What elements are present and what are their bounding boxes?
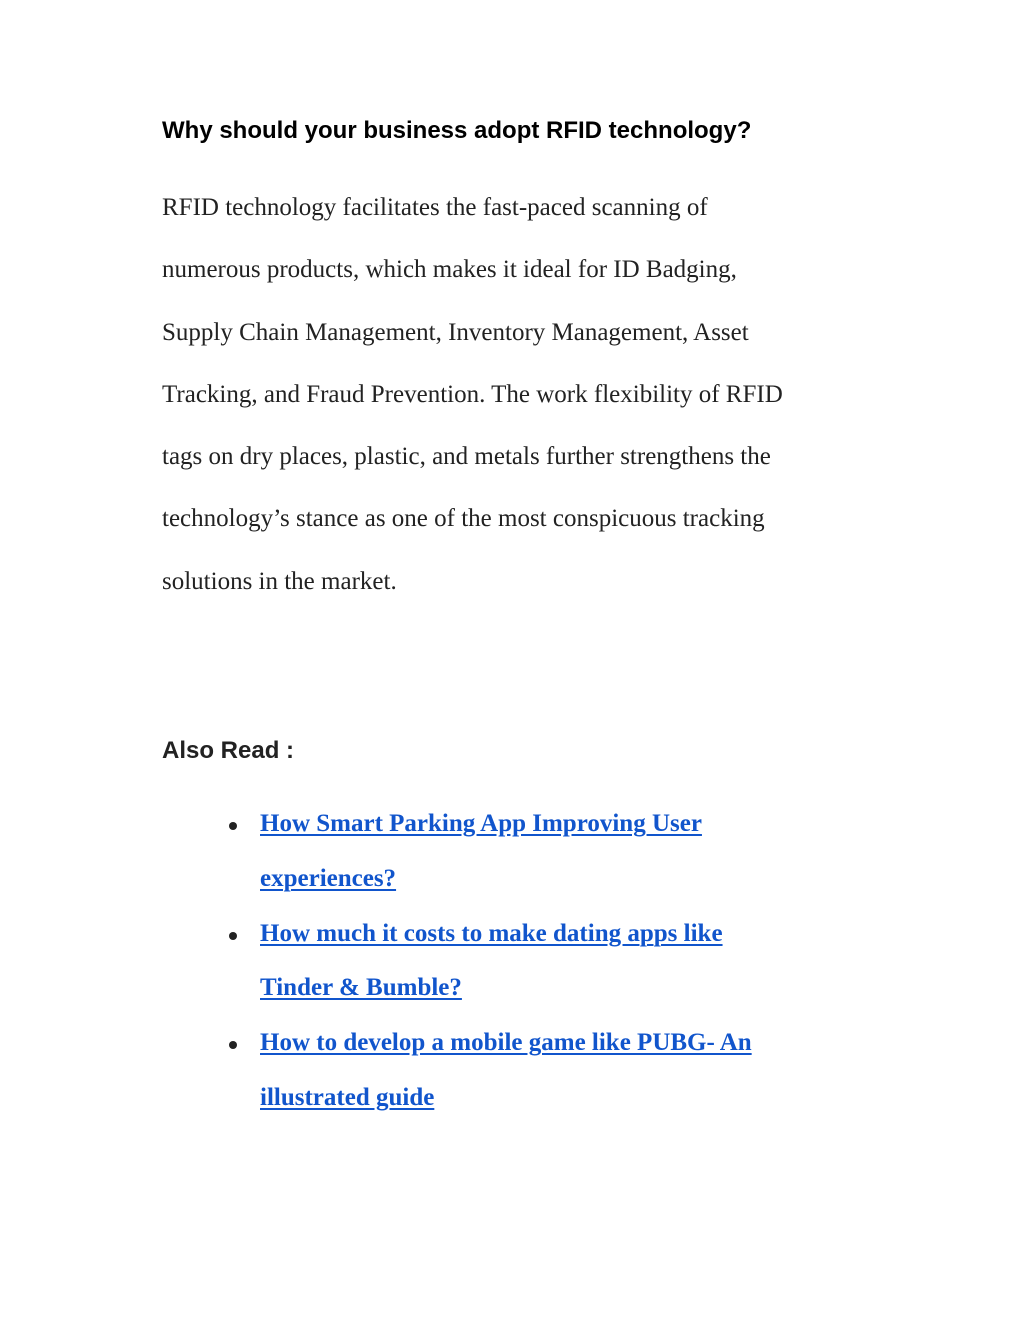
- link-mobile-game-guide[interactable]: How to develop a mobile game like PUBG- An: [260, 1029, 752, 1057]
- paragraph-line: Tracking, and Fraud Prevention. The work flexibility of RFID: [162, 380, 783, 408]
- link-dating-apps-cost[interactable]: How much it costs to make dating apps like: [260, 919, 723, 947]
- list-item: [0, 907, 1024, 1017]
- also-read-list: [0, 797, 1024, 1126]
- paragraph-line: numerous products, which makes it ideal for ID Badging,: [162, 256, 737, 284]
- bullet-icon: [229, 932, 237, 940]
- bullet-icon: [229, 822, 237, 830]
- link-smart-parking-app[interactable]: How Smart Parking App Improving User: [260, 810, 702, 837]
- paragraph-line: solutions in the market.: [162, 567, 397, 595]
- list-item: [0, 1016, 1024, 1126]
- link-dating-apps-cost-continued[interactable]: Tinder & Bumble?: [260, 974, 462, 1002]
- bullet-icon: [229, 1041, 237, 1049]
- paragraph-line: tags on dry places, plastic, and metals further strengthens the: [162, 443, 771, 471]
- section-heading-rfid: Why should your business adopt RFID technology?: [162, 117, 752, 144]
- paragraph-line: Supply Chain Management, Inventory Management, Asset: [162, 318, 749, 346]
- paragraph-line: RFID technology facilitates the fast-paced scanning of: [162, 194, 708, 221]
- paragraph-line: technology’s stance as one of the most conspicuous tracking: [162, 505, 765, 533]
- rfid-paragraph: [162, 177, 862, 613]
- list-item: [0, 797, 1024, 907]
- link-smart-parking-app-continued[interactable]: experiences?: [260, 864, 397, 892]
- also-read-heading: Also Read :: [162, 737, 295, 764]
- link-mobile-game-guide-continued[interactable]: illustrated guide: [260, 1083, 435, 1111]
